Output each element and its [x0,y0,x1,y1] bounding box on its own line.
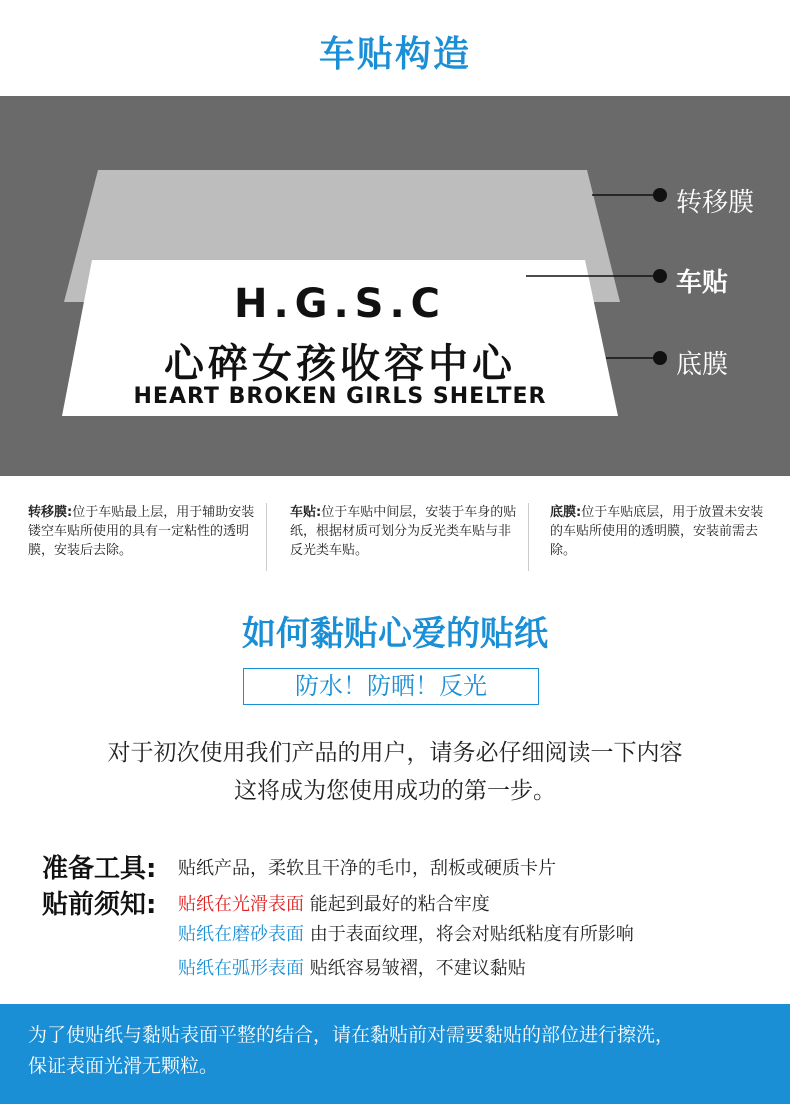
footer-line-2: 保证表面光滑无颗粒。 [28,1055,219,1077]
desc-term: 转移膜: [28,505,73,520]
feature-badge: 防水！防晒！反光 [243,668,539,705]
sticker-logo-chinese: 心碎女孩收容中心 [164,341,516,387]
label-transfer-film: 转移膜 [676,188,755,218]
footer-banner [0,1004,790,1104]
notice-highlight: 贴纸在弧形表面 [178,958,304,979]
tools-heading: 准备工具: [42,854,157,884]
tools-text: 贴纸产品，柔软且干净的毛巾，刮板或硬质卡片 [178,857,556,879]
desc-text: 位于车贴底层，用于放置未安装的车贴所使用的透明膜，安装前需去除。 [550,505,764,558]
notice-highlight: 贴纸在磨砂表面 [178,924,304,945]
section-title-howto: 如何黏贴心爱的贴纸 [242,614,548,654]
sticker-structure-diagram [0,96,790,476]
notice-smooth [178,890,490,916]
notice-text: 由于表面纹理，将会对贴纸粘度有所影响 [309,924,634,945]
desc-base-film [550,503,775,560]
desc-sticker [290,503,520,560]
notice-curved [178,954,526,980]
label-base-film: 底膜 [676,350,729,380]
divider [266,503,267,571]
notice-highlight: 贴纸在光滑表面 [178,893,304,915]
leader-dot-base [653,351,667,365]
notice-matte [178,920,634,946]
intro-line-2: 这将成为您使用成功的第一步。 [234,778,556,804]
label-sticker: 车贴 [676,268,729,298]
leader-dot-sticker [653,269,667,283]
sticker-logo-abbr: H.G.S.C [233,281,447,327]
notice-row-curved [178,954,526,988]
tools-row [42,848,556,882]
notice-text: 能起到最好的粘合牢度 [309,893,490,915]
desc-text: 位于车贴最上层，用于辅助安装镂空车贴所使用的具有一定粘性的透明膜，安装后去除。 [28,505,255,558]
sticker-logo-english: HEART BROKEN GIRLS SHELTER [133,384,547,409]
desc-term: 底膜: [550,505,582,520]
notice-heading: 贴前须知: [42,890,157,920]
notice-row-smooth [42,884,490,918]
notice-text: 贴纸容易皱褶，不建议黏贴 [309,958,526,979]
leader-dot-transfer [653,188,667,202]
footer-line-1: 为了使贴纸与黏贴表面平整的结合，请在黏贴前对需要黏贴的部位进行擦洗， [28,1024,675,1046]
divider [528,503,529,571]
intro-line-1: 对于初次使用我们产品的用户，请务必仔细阅读一下内容 [107,740,683,766]
desc-text: 位于车贴中间层，安装于车身的贴纸，根据材质可划分为反光类车贴与非反光类车贴。 [290,505,517,558]
notice-row-matte [178,920,634,954]
desc-transfer-film [28,503,258,560]
section-title-structure: 车贴构造 [318,34,471,75]
layer-descriptions [0,503,790,583]
desc-term: 车贴: [290,505,322,520]
